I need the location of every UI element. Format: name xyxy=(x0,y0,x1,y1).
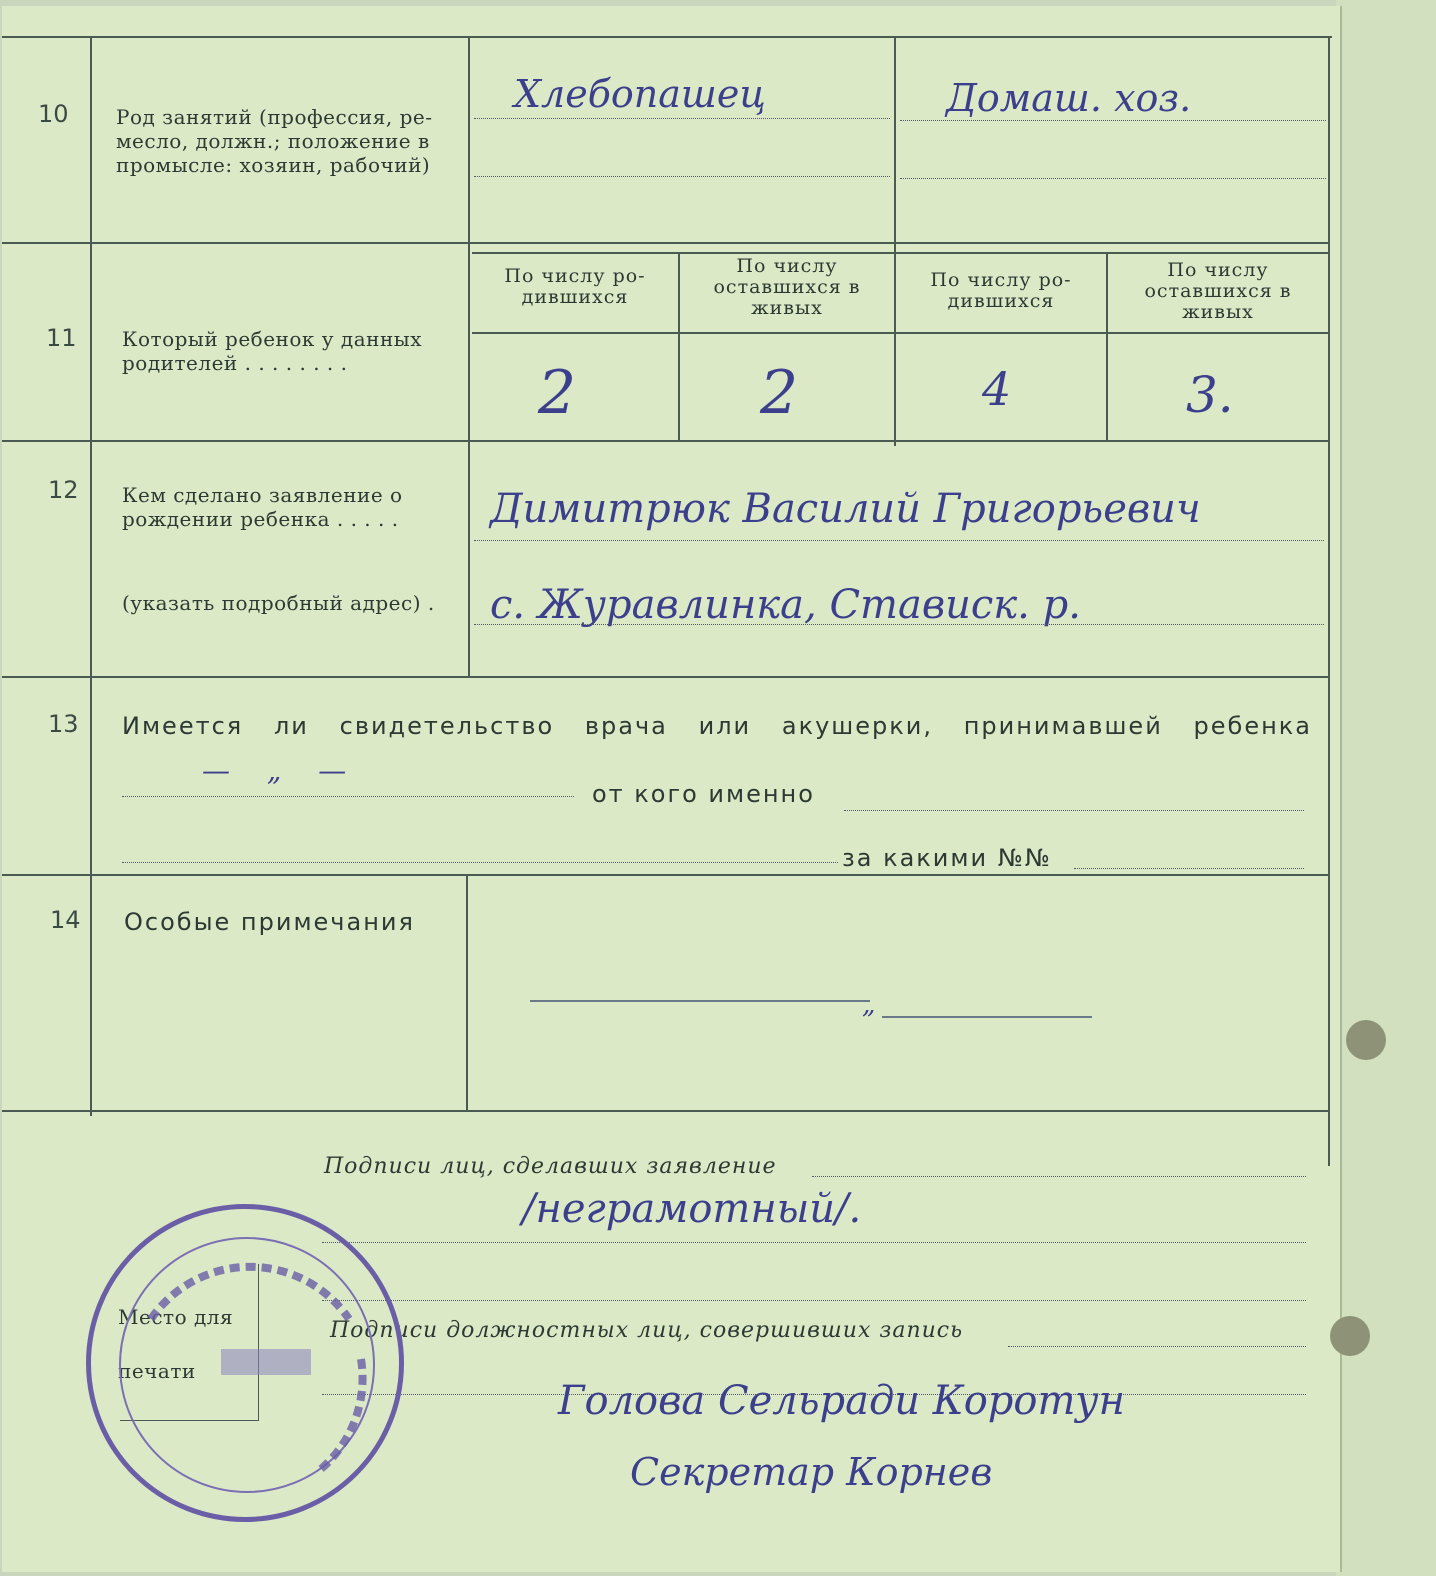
father-occupation-line xyxy=(474,118,890,119)
row-divider-12-13 xyxy=(2,676,1328,678)
numbers-line xyxy=(122,862,838,863)
declarants-signature-value: /неграмотный/. xyxy=(522,1186,862,1232)
table-top-border xyxy=(2,36,1332,38)
father-born-header-line2: дившихся xyxy=(521,286,629,308)
subheader-bottom-line xyxy=(472,332,1328,334)
address-label: (указать подробный адрес) . xyxy=(122,591,435,615)
which-numbers-line xyxy=(1074,868,1304,869)
label-column-divider xyxy=(468,36,470,676)
certificate-answer-line xyxy=(122,796,574,797)
certificate-question: Имеется ли свидетельство врача или акушерки, принимавшей ребенка xyxy=(122,712,1312,740)
child-order-label-line1: Который ребенок у данных xyxy=(122,327,422,351)
father-alive-header-line2: оставшихся в xyxy=(713,276,861,298)
row-divider-14-signatures xyxy=(2,1110,1328,1112)
official-stamp-emblem xyxy=(91,1209,409,1527)
mother-alive-header-line1: По числу xyxy=(1167,259,1269,281)
row-divider-10-11 xyxy=(2,242,1328,244)
declarant-name-value: Димитрюк Василий Григорьевич xyxy=(490,486,1201,532)
label-column-divider-r14 xyxy=(466,874,468,1110)
seal-place-label-line1: Место для xyxy=(118,1305,234,1329)
official-stamp xyxy=(86,1204,404,1522)
declarant-name-line xyxy=(474,540,1324,541)
which-numbers-label: за какими №№ xyxy=(842,844,1052,872)
table-right-border xyxy=(1328,36,1330,1166)
parents-column-divider xyxy=(894,36,896,446)
declarants-signature-line-3 xyxy=(322,1300,1306,1301)
father-subcolumn-divider xyxy=(678,252,680,442)
row-number-10: 10 xyxy=(38,100,69,128)
number-column-divider xyxy=(90,36,92,1116)
row-divider-11-12 xyxy=(2,440,1328,442)
occupation-label-line3: промысле: хозяин, рабочий) xyxy=(116,153,431,177)
binder-hole-top xyxy=(1346,1020,1386,1060)
official-1-signature: Голова Сельради Коротун xyxy=(558,1378,1125,1424)
binder-hole-bottom xyxy=(1330,1316,1370,1356)
mother-born-count: 4 xyxy=(982,362,1012,416)
mother-born-header xyxy=(898,270,1104,312)
declarants-signature-line-2 xyxy=(322,1242,1306,1243)
from-whom-label: от кого именно xyxy=(592,780,815,808)
mother-alive-header-line3: живых xyxy=(1182,301,1254,323)
mother-occupation-line-2 xyxy=(900,178,1326,179)
mother-born-header-line1: По числу ро- xyxy=(930,269,1072,291)
mother-born-header-line2: дившихся xyxy=(947,290,1055,312)
occupation-label-line2: месло, должн.; положение в xyxy=(116,129,430,153)
declarant-label-line1: Кем сделано заявление о xyxy=(122,483,403,507)
subheader-top-line xyxy=(472,252,1328,254)
mother-alive-header-line2: оставшихся в xyxy=(1144,280,1292,302)
father-born-header-line1: По числу ро- xyxy=(504,265,646,287)
father-alive-count: 2 xyxy=(760,358,799,428)
father-alive-header-line3: живых xyxy=(751,297,823,319)
special-notes-dash xyxy=(530,1000,870,1002)
officials-signature-line xyxy=(1008,1346,1306,1347)
father-occupation-value: Хлебопашец xyxy=(514,72,766,116)
row-divider-13-14 xyxy=(2,874,1328,876)
mother-alive-header xyxy=(1110,260,1326,323)
row-number-12: 12 xyxy=(48,476,79,504)
mother-occupation-value: Домаш. хоз. xyxy=(946,76,1192,120)
father-alive-header xyxy=(682,256,892,319)
special-notes-dash-2 xyxy=(882,1016,1092,1018)
row-number-13: 13 xyxy=(48,710,79,738)
official-2-signature: Секретар Корнев xyxy=(630,1450,993,1494)
special-notes-value: „ xyxy=(862,990,876,1020)
declarant-address-value: с. Журавлинка, Стависк. р. xyxy=(490,582,1081,628)
occupation-label-line1: Род занятий (профессия, ре- xyxy=(116,105,433,129)
declarants-signature-label: Подписи лиц, сделавших заявление xyxy=(324,1154,777,1179)
child-order-label-line2: родителей . . . . . . . . xyxy=(122,351,348,375)
father-born-count: 2 xyxy=(538,358,577,428)
row-number-14: 14 xyxy=(50,906,81,934)
from-whom-line xyxy=(844,810,1304,811)
declarants-signature-line xyxy=(812,1176,1306,1177)
row-number-11: 11 xyxy=(46,324,77,352)
birth-record-form xyxy=(2,6,1342,1572)
seal-place-label-line2: печати xyxy=(118,1359,196,1383)
father-occupation-line-2 xyxy=(474,176,890,177)
mother-alive-count: 3. xyxy=(1186,366,1234,424)
officials-signature-label: Подписи должностных лиц, совершивших запись xyxy=(330,1318,964,1343)
father-alive-header-line1: По числу xyxy=(736,255,838,277)
special-notes-label: Особые примечания xyxy=(124,908,415,936)
declarant-address-line xyxy=(474,624,1324,625)
mother-subcolumn-divider xyxy=(1106,252,1108,442)
declarant-label-line2: рождении ребенка . . . . . xyxy=(122,507,399,531)
certificate-answer-value: — „ — xyxy=(202,754,361,787)
mother-occupation-line xyxy=(900,120,1326,121)
father-born-header xyxy=(474,266,676,308)
